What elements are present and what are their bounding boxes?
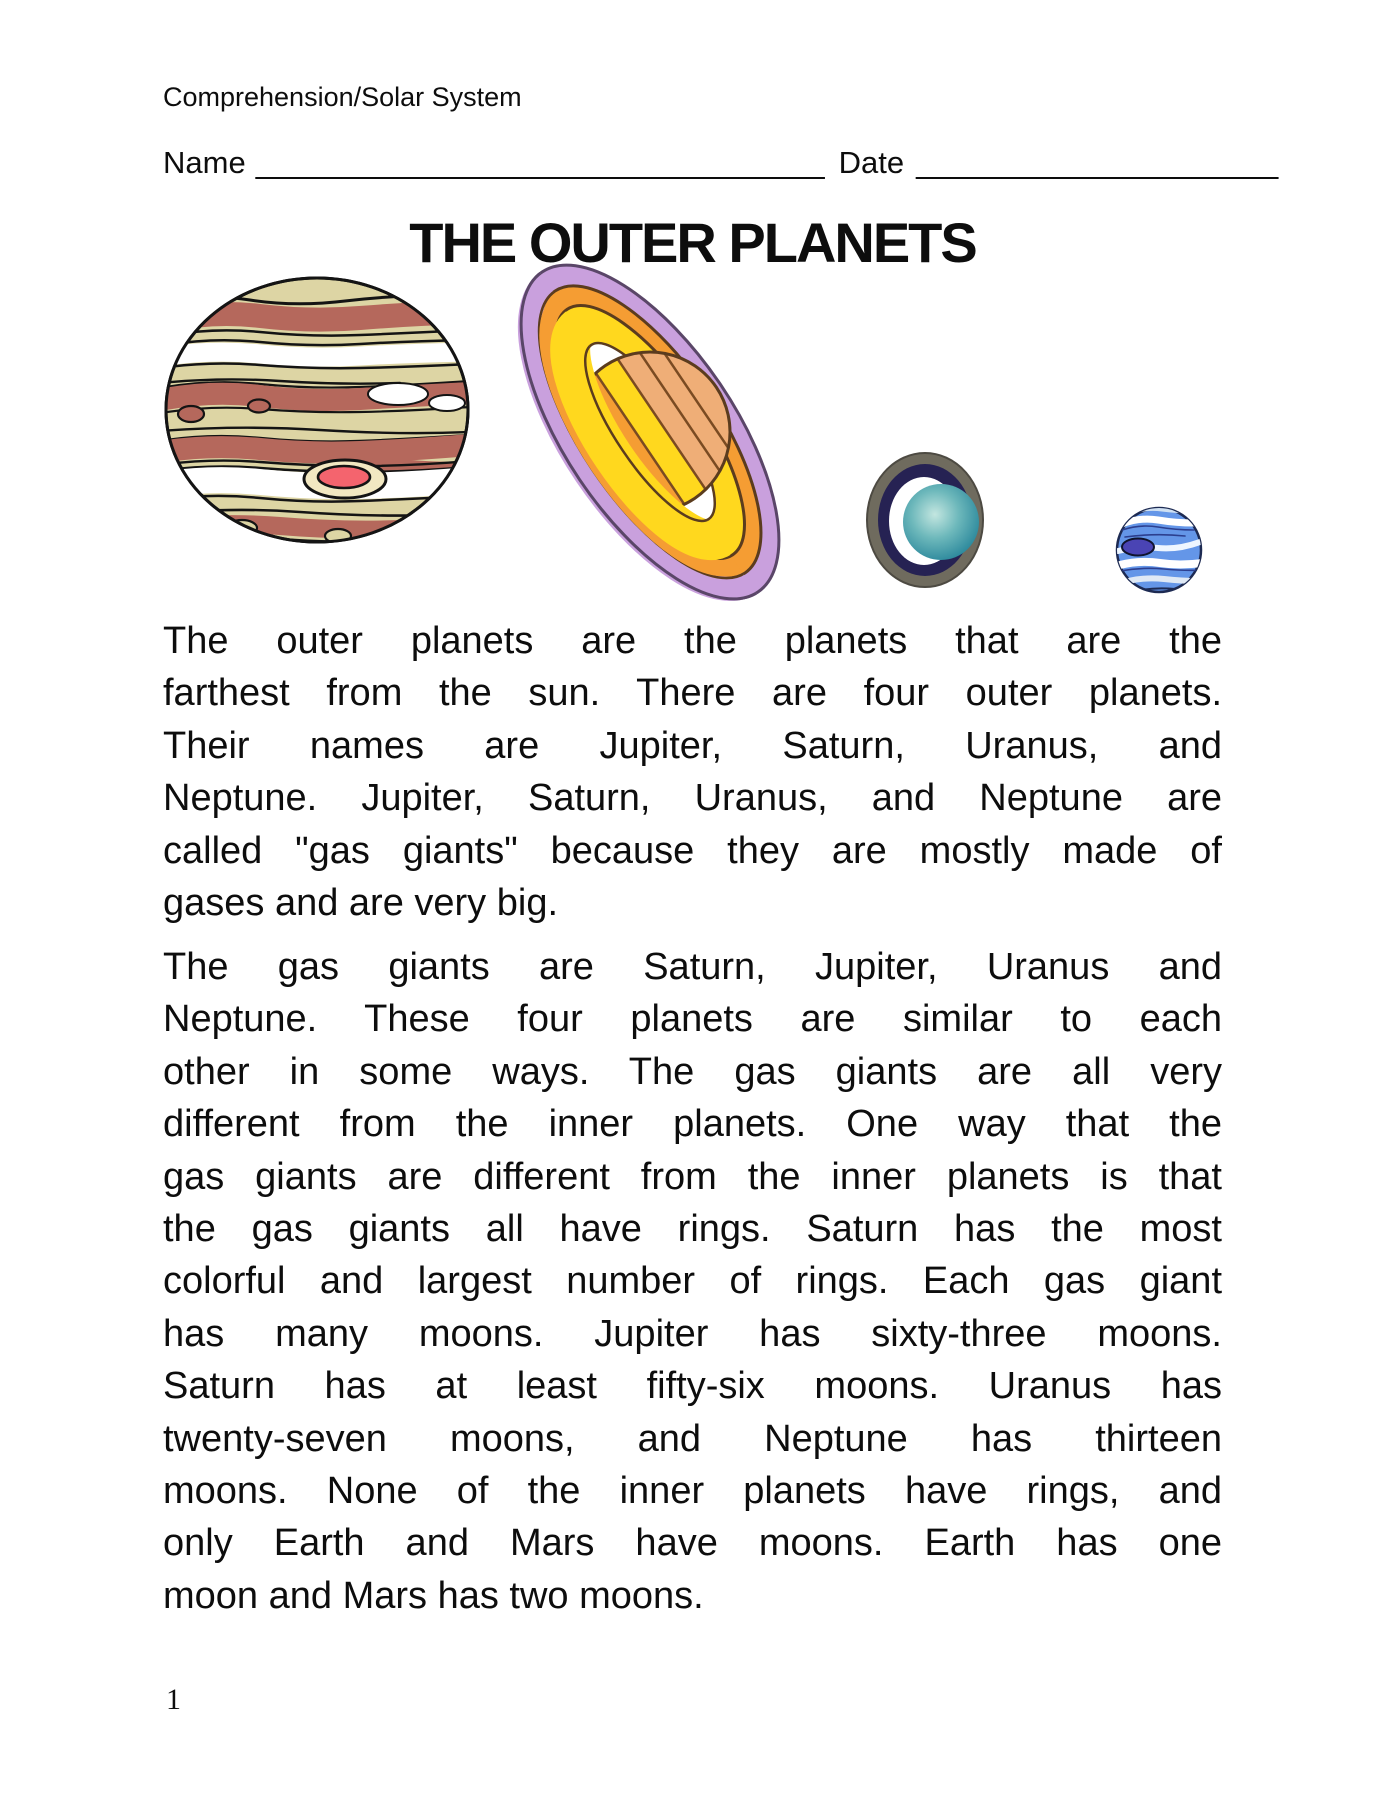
name-label: Name — [163, 145, 246, 180]
text-line: moons. None of the inner planets have rings, and — [163, 1470, 1222, 1513]
paragraph-2 — [163, 941, 1222, 1622]
text-line: only Earth and Mars have moons. Earth has one — [163, 1522, 1222, 1565]
uranus-illustration — [867, 453, 983, 587]
text-line: The outer planets are the planets that are the — [163, 620, 1222, 662]
date-blank-line: _____________________ — [916, 145, 1279, 180]
document-header: Comprehension/Solar System — [163, 82, 522, 112]
text-line: other in some ways. The gas giants are all very — [163, 1050, 1222, 1093]
page-title: THE OUTER PLANETS — [409, 211, 976, 274]
text-line: farthest from the sun. There are four outer planets. — [163, 672, 1222, 715]
text-line: gases and are very big. — [163, 882, 559, 925]
page-number: 1 — [166, 1683, 181, 1716]
text-line: Neptune. These four planets are similar to each — [163, 998, 1222, 1041]
text-line: gas giants are different from the inner planets is that — [163, 1155, 1222, 1198]
text-line: colorful and largest number of rings. Each gas giant — [163, 1260, 1222, 1303]
name-blank-line: _________________________________ — [255, 145, 825, 180]
text-line: different from the inner planets. One way that the — [163, 1103, 1222, 1146]
text-line: Their names are Jupiter, Saturn, Uranus, and — [163, 724, 1222, 767]
text-line: Saturn has at least fifty-six moons. Uranus has — [163, 1365, 1222, 1408]
date-label: Date — [838, 145, 905, 180]
text-line: The gas giants are Saturn, Jupiter, Uranus and — [163, 946, 1222, 988]
paragraph-1 — [163, 615, 1222, 929]
text-line: has many moons. Jupiter has sixty-three moons. — [163, 1312, 1222, 1355]
text-line: Neptune. Jupiter, Saturn, Uranus, and Neptune are — [163, 777, 1222, 820]
saturn-illustration — [472, 224, 829, 639]
jupiter-illustration — [160, 278, 470, 543]
text-line: moon and Mars has two moons. — [163, 1574, 704, 1617]
neptune-illustration — [1117, 499, 1202, 592]
text-line: twenty-seven moons, and Neptune has thirteen — [163, 1417, 1222, 1460]
text-line: called "gas giants" because they are mostly made of — [163, 829, 1222, 872]
text-line: the gas giants all have rings. Saturn has the most — [163, 1208, 1222, 1251]
planet-illustrations — [0, 0, 1391, 700]
